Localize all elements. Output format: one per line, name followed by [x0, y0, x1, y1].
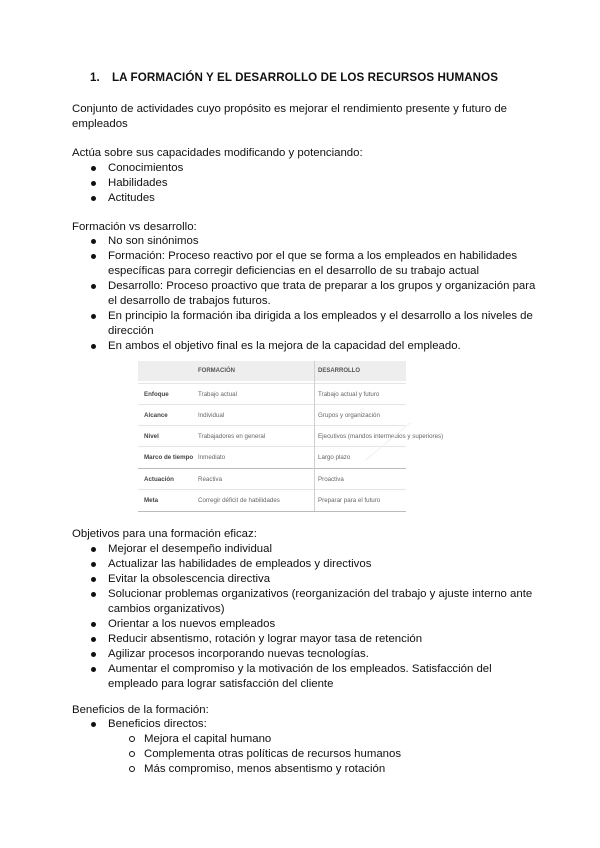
intro-line-2: empleados [72, 118, 128, 130]
table-row [138, 489, 406, 512]
table-row [138, 446, 406, 468]
objetivos-list [72, 542, 532, 692]
table-cell: Trabajo actual [198, 391, 237, 398]
table-cell: Proactiva [318, 476, 344, 483]
beneficios-list [72, 717, 207, 732]
table-divider [314, 361, 315, 511]
list-item: Actitudes [72, 191, 183, 206]
sub-list-item: Complementa otras políticas de recursos humanos [72, 747, 401, 762]
table-cell: Grupos y organización [318, 412, 380, 419]
table-cell: Preparar para el futuro [318, 497, 381, 504]
heading-number: 1. [90, 71, 100, 84]
table-header [138, 361, 406, 381]
list-item: Evitar la obsolescencia directiva [72, 572, 532, 587]
table-cell: Ejecutivos (mandos intermedios y superiores) [318, 433, 444, 440]
table-cell: Actuación [144, 476, 174, 483]
formacion-vs-title: Formación vs desarrollo: [72, 221, 197, 233]
table-row [138, 468, 406, 490]
table-cell: Meta [144, 497, 159, 504]
table-cell: Nivel [144, 433, 159, 440]
table-cell: Largo plazo [318, 454, 351, 461]
list-item: Reducir absentismo, rotación y lograr mayor tasa de retención [72, 632, 532, 647]
table-cell: Corregir déficit de habilidades [198, 497, 280, 504]
table-row [138, 404, 406, 426]
table-cell: Marco de tiempo [144, 454, 194, 461]
list-item: En ambos el objetivo final es la mejora de la capacidad del empleado. [72, 339, 535, 354]
formacion-vs-list [72, 234, 535, 354]
list-item: Conocimientos [72, 161, 183, 176]
list-item: Beneficios directos: [72, 717, 207, 732]
table-header-cell: FORMACIÓN [198, 368, 235, 374]
intro-line-1: Conjunto de actividades cuyo propósito es mejorar el rendimiento presente y futuro de [72, 103, 507, 115]
heading-title: LA FORMACIÓN Y EL DESARROLLO DE LOS RECURSOS HUMANOS [112, 71, 499, 84]
list-item: Agilizar procesos incorporando nuevas tecnologías. [72, 647, 532, 662]
list-item: Mejorar el desempeño individual [72, 542, 532, 557]
beneficios-title: Beneficios de la formación: [72, 704, 209, 716]
table-cell: Individual [198, 412, 225, 419]
objetivos-title: Objetivos para una formación eficaz: [72, 528, 257, 540]
table-header-cell: DESARROLLO [318, 368, 360, 374]
list-item: Formación: Proceso reactivo por el que se forma a los empleados en habilidades específicas para corregir deficiencias en el desarrollo de su trabajo actual [72, 249, 535, 279]
table-cell: Alcance [144, 412, 168, 419]
list-item: Desarrollo: Proceso proactivo que trata de preparar a los grupos y organización para el desarrollo de trabajos futuros. [72, 279, 535, 309]
table-cell: Trabajadores en general [198, 433, 266, 440]
table-cell: Trabajo actual y futuro [318, 391, 380, 398]
table-row [138, 383, 406, 405]
sub-list-item: Más compromiso, menos absentismo y rotación [72, 762, 401, 777]
list-item: Aumentar el compromiso y la motivación de los empleados. Satisfacción del empleado para lograr satisfacción del cliente [72, 662, 532, 692]
table-row [138, 425, 444, 447]
list-item: Solucionar problemas organizativos (reorganización del trabajo y ajuste interno ante cambios organizativos) [72, 587, 532, 617]
beneficios-sublist [72, 732, 401, 777]
list-item: Actualizar las habilidades de empleados y directivos [72, 557, 532, 572]
list-item: En principio la formación iba dirigida a los empleados y el desarrollo a los niveles de dirección [72, 309, 535, 339]
table-cell: Enfoque [144, 391, 169, 398]
actua-title: Actúa sobre sus capacidades modificando y potenciando: [72, 147, 363, 159]
list-item: Habilidades [72, 176, 183, 191]
table-cell: Inmediato [198, 454, 226, 461]
section-heading [90, 71, 498, 84]
table-cell: Reactiva [198, 476, 223, 483]
comparison-table [138, 361, 444, 511]
list-item: No son sinónimos [72, 234, 535, 249]
list-item: Orientar a los nuevos empleados [72, 617, 532, 632]
sub-list-item: Mejora el capital humano [72, 732, 401, 747]
actua-list [72, 161, 183, 206]
